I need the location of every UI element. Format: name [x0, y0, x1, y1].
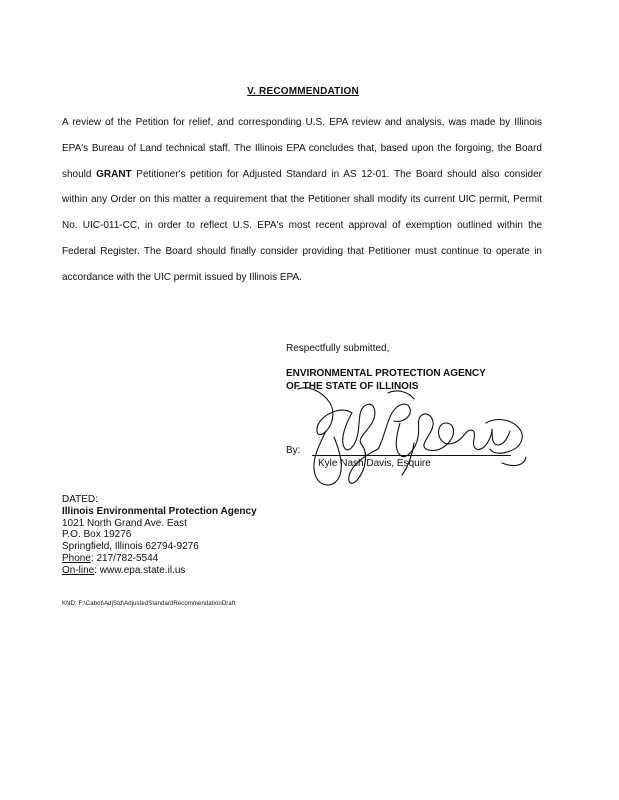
section-heading: V. RECOMMENDATION — [247, 86, 359, 97]
signer-name: Kyle Nash Davis, Esquire — [318, 458, 431, 469]
agency-name-line2: OF THE STATE OF ILLINOIS — [286, 381, 419, 392]
address-line-2: P.O. Box 19276 — [62, 529, 132, 541]
dated-label: DATED: — [62, 494, 98, 505]
organization-name: Illinois Environmental Protection Agency — [62, 505, 257, 517]
paragraph-text-part1: A review of the Petition for relief, and corresponding U.S. EPA review and analysis, was made by Illinois EPA's Bureau of Land technical staff. The Illinois EPA concludes that, based upon the forgoing, the Board should — [62, 117, 542, 180]
paragraph-text-part2: Petitioner's petition for Adjusted Standard in AS 12-01. The Board should also consider within any Order on this matter a requirement that the Petitioner shall modify its current UIC permit, Permit No. UIC-011-CC, in order to reflect U.S. EPA's most recent approval of exemption outlined within the Federal Register. The Board should finally consider providing that Petitioner must continue to operate in accordance with the UIC permit issued by Illinois EPA. — [62, 168, 542, 283]
agency-name-line1: ENVIRONMENTAL PROTECTION AGENCY — [286, 368, 486, 379]
address-line-1: 1021 North Grand Ave. East — [62, 517, 187, 529]
grant-emphasis: GRANT — [96, 168, 132, 180]
phone-label: Phone — [62, 552, 91, 564]
online-label: On-line — [62, 564, 95, 576]
file-reference: KND: F:\Cabot\AdjStd\AdjustedStandardRecommendationDraft — [62, 601, 236, 607]
address-line-3: Springfield, Illinois 62794-9276 — [62, 541, 199, 553]
by-label: By: — [286, 445, 301, 456]
handwritten-signature — [296, 383, 528, 495]
phone-line — [62, 553, 257, 565]
recommendation-paragraph — [62, 110, 542, 291]
dated-contact-block — [62, 494, 257, 577]
closing-salutation: Respectfully submitted, — [286, 343, 390, 354]
phone-value: : 217/782-5544 — [90, 552, 159, 564]
online-line — [62, 565, 257, 577]
online-value: : www.epa.state.il.us — [94, 564, 186, 576]
